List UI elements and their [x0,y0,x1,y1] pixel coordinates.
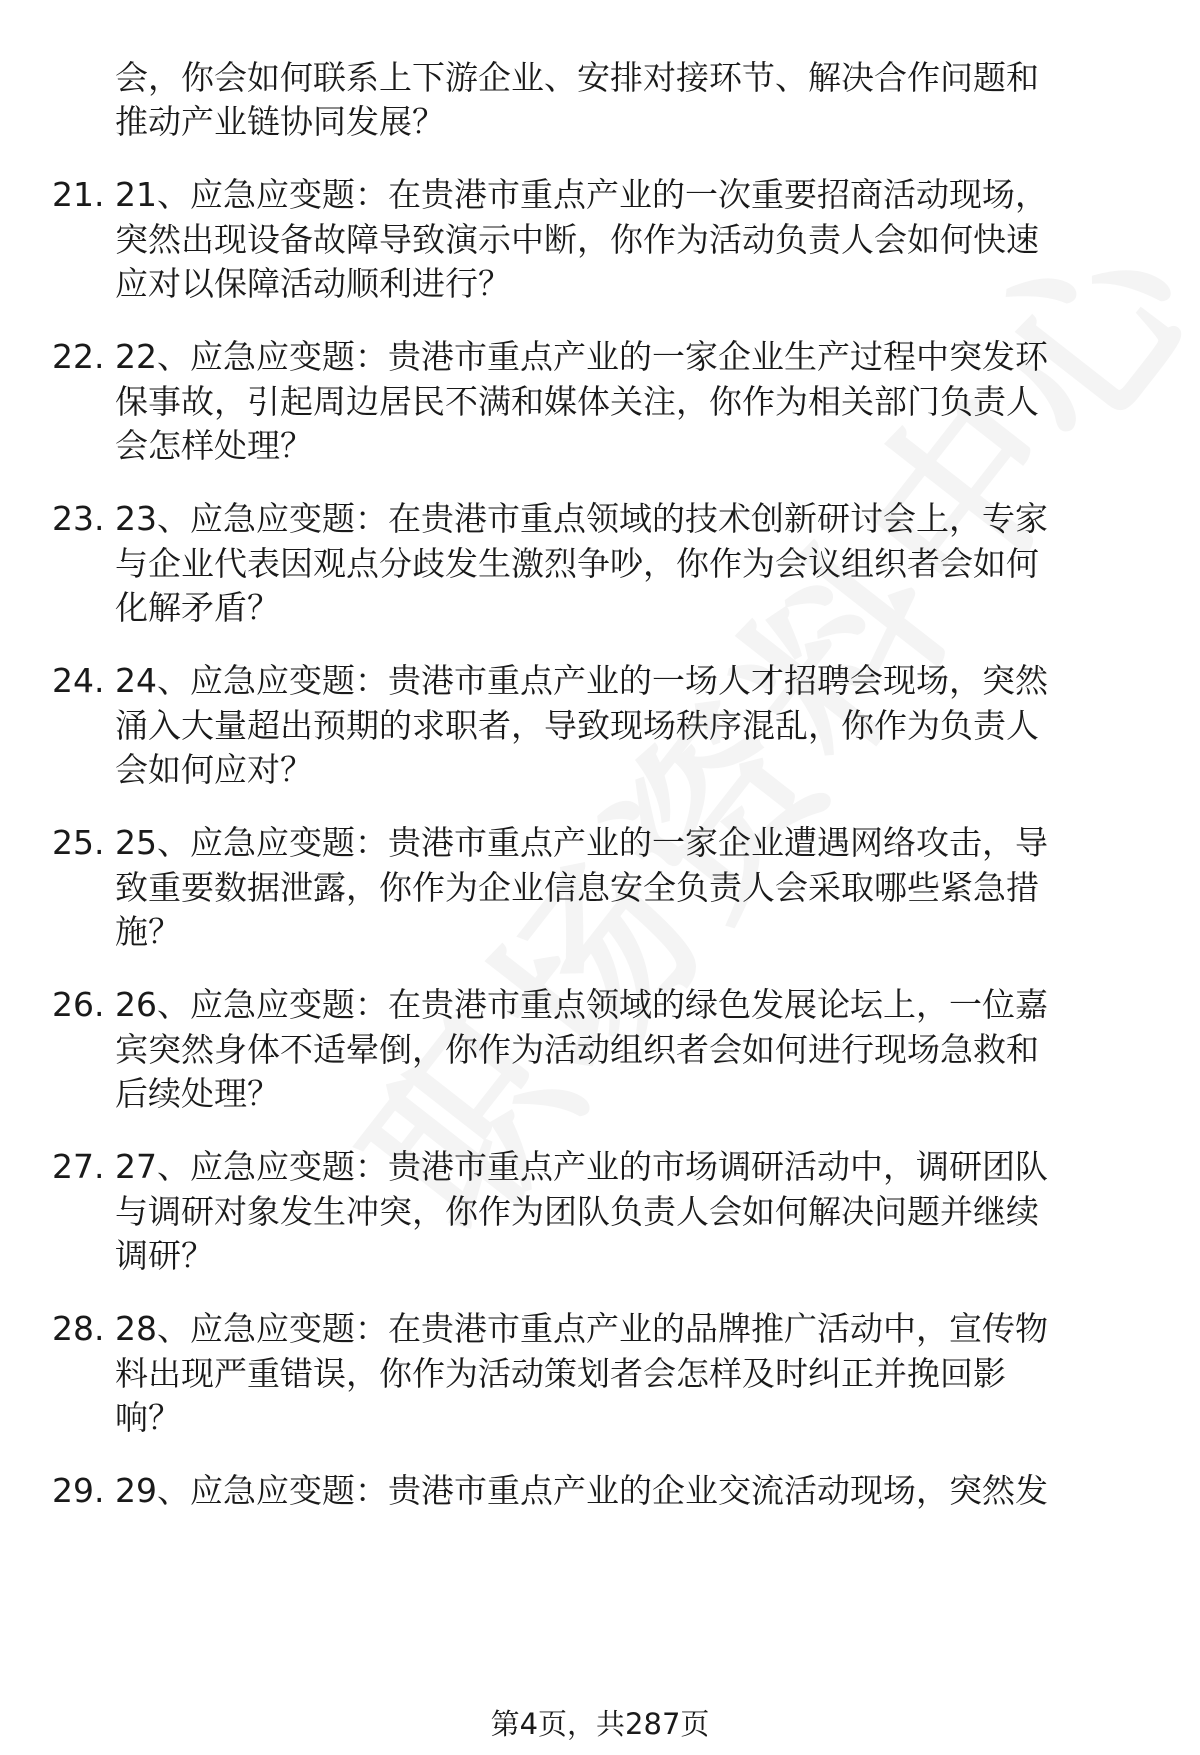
list-item-line: 施？ [115,912,181,951]
list-item-line: 与调研对象发生冲突，你作为团队负责人会如何解决问题并继续 [115,1192,1039,1231]
list-item-number: 24. [52,661,105,700]
page-footer: 第4页，共287页 [490,1707,710,1741]
list-item-line: 23、应急应变题：在贵港市重点领域的技术创新研讨会上，专家 [115,499,1048,538]
list-item-number: 28. [52,1309,105,1348]
list-item-line: 响？ [115,1398,181,1437]
list-item-number: 21. [52,175,105,214]
list-item-line: 涌入大量超出预期的求职者，导致现场秩序混乱，你作为负责人 [115,706,1039,745]
list-item-line: 会怎样处理？ [115,426,313,465]
list-item-line: 28、应急应变题：在贵港市重点产业的品牌推广活动中，宣传物 [115,1309,1048,1348]
list-item-number: 25. [52,823,105,862]
list-item-line: 突然出现设备故障导致演示中断，你作为活动负责人会如何快速 [115,220,1039,259]
list-item-number: 26. [52,985,105,1024]
list-item-line: 料出现严重错误，你作为活动策划者会怎样及时纠正并挽回影 [115,1354,1006,1393]
list-item-line: 与企业代表因观点分歧发生激烈争吵，你作为会议组织者会如何 [115,544,1039,583]
list-item-number: 27. [52,1147,105,1186]
list-item-line: 会如何应对？ [115,750,313,789]
list-item-line: 25、应急应变题：贵港市重点产业的一家企业遭遇网络攻击，导 [115,823,1048,862]
list-item-number: 22. [52,337,105,376]
list-item-line: 应对以保障活动顺利进行？ [115,264,511,303]
list-item-number: 29. [52,1471,105,1510]
list-item-line: 调研？ [115,1236,214,1275]
list-item-line: 保事故，引起周边居民不满和媒体关注，你作为相关部门负责人 [115,382,1039,421]
list-item-line: 宾突然身体不适晕倒，你作为活动组织者会如何进行现场急救和 [115,1030,1039,1069]
list-item-line: 后续处理？ [115,1074,280,1113]
list-item-number: 23. [52,499,105,538]
list-item-line: 致重要数据泄露，你作为企业信息安全负责人会采取哪些紧急措 [115,868,1039,907]
list-item-line: 29、应急应变题：贵港市重点产业的企业交流活动现场，突然发 [115,1471,1048,1510]
list-item-line: 26、应急应变题：在贵港市重点领域的绿色发展论坛上，一位嘉 [115,985,1048,1024]
list-item-line: 22、应急应变题：贵港市重点产业的一家企业生产过程中突发环 [115,337,1048,376]
continuation-line: 会，你会如何联系上下游企业、安排对接环节、解决合作问题和 [115,58,1039,97]
list-item-line: 27、应急应变题：贵港市重点产业的市场调研活动中，调研团队 [115,1147,1048,1186]
list-item-line: 化解矛盾？ [115,588,280,627]
list-item-line: 24、应急应变题：贵港市重点产业的一场人才招聘会现场，突然 [115,661,1048,700]
continuation-line: 推动产业链协同发展？ [115,102,445,141]
list-item-line: 21、应急应变题：在贵港市重点产业的一次重要招商活动现场， [115,175,1048,214]
